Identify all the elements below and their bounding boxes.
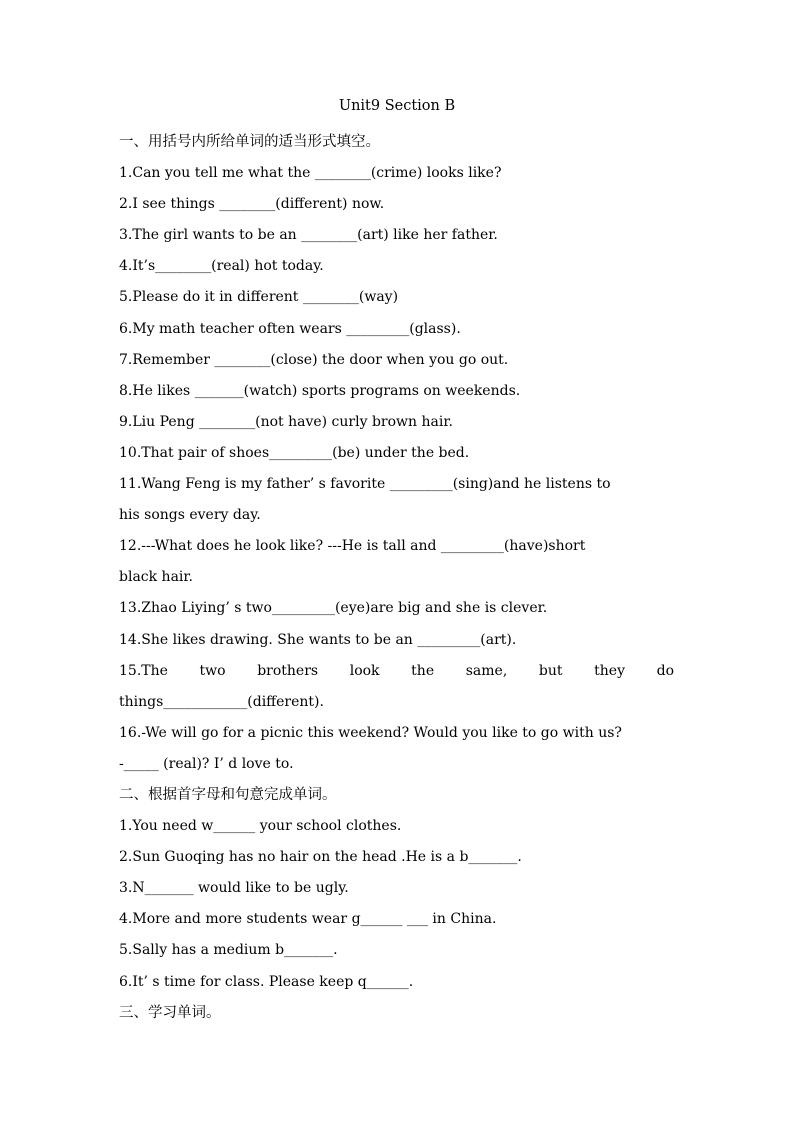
exercise-line: 1.You need w______ your school clothes. (119, 818, 402, 835)
exercise-line: 5.Please do it in different ________(way) (119, 289, 399, 306)
exercise-line: his songs every day. (119, 507, 261, 524)
exercise-line: things____________(different). (119, 693, 324, 710)
word: 15.The (119, 662, 168, 679)
exercise-line: 4.More and more students wear g______ ___ in China. (119, 911, 497, 928)
exercise-line: 16.-We will go for a picnic this weekend? Would you like to go with us? (119, 724, 622, 741)
section-heading-3: 三、学习单词。 (119, 1004, 221, 1021)
exercise-line: 3.The girl wants to be an ________(art) like her father. (119, 227, 498, 244)
word: two (199, 662, 226, 679)
section-heading-1: 一、用括号内所给单词的适当形式填空。 (119, 134, 380, 150)
exercise-line: 8.He likes _______(watch) sports programs on weekends. (119, 382, 521, 399)
exercise-line: 4.It’s________(real) hot today. (119, 258, 324, 275)
exercise-line: 14.She likes drawing. She wants to be an _________(art). (119, 631, 517, 648)
exercise-line: 7.Remember ________(close) the door when you go out. (119, 351, 509, 368)
word: but (538, 662, 563, 679)
exercise-line: 6.My math teacher often wears _________(glass). (119, 320, 461, 337)
exercise-line: black hair. (119, 569, 194, 586)
word: brothers (257, 662, 319, 679)
page-title: Unit9 Section B (338, 98, 456, 114)
section-heading-2: 二、根据首字母和句意完成单词。 (119, 786, 337, 803)
exercise-line: 13.Zhao Liying’ s two_________(eye)are big and she is clever. (119, 600, 548, 617)
exercise-line: 12.---What does he look like? ---He is tall and _________(have)short (119, 538, 586, 555)
exercise-line: 2.I see things ________(different) now. (119, 196, 385, 213)
exercise-line: 11.Wang Feng is my father’ s favorite _________(sing)and he listens to (119, 476, 611, 493)
exercise-line: 9.Liu Peng ________(not have) curly brown hair. (119, 413, 453, 430)
exercise-line: -_____ (real)? I’ d love to. (119, 755, 294, 772)
exercise-line: 6.It’ s time for class. Please keep q______. (119, 973, 414, 990)
exercise-line: 10.That pair of shoes_________(be) under the bed. (119, 444, 470, 461)
word: do (656, 662, 674, 679)
word: look (349, 662, 380, 679)
exercise-line: 1.Can you tell me what the ________(crime) looks like? (119, 165, 502, 182)
word: same, (465, 662, 508, 679)
exercise-line-justified (119, 656, 674, 687)
exercise-line: 3.N_______ would like to be ugly. (119, 880, 349, 897)
word: they (594, 662, 625, 679)
exercise-content (119, 127, 674, 1029)
exercise-line: 5.Sally has a medium b_______. (119, 942, 338, 959)
exercise-line: 2.Sun Guoqing has no hair on the head .He is a b_______. (119, 849, 522, 866)
word: the (411, 662, 435, 679)
